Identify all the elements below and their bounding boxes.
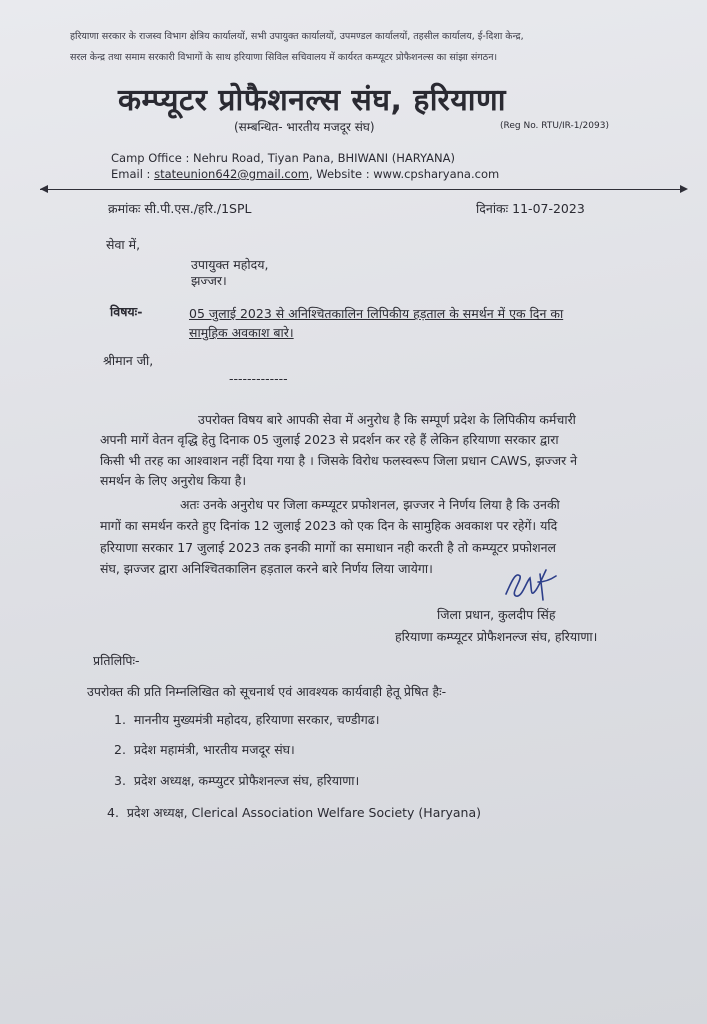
copy-item-number: 4. [107, 805, 119, 820]
recipient-line-2: झज्जर। [191, 273, 227, 288]
body-paragraph-2-line-4: संघ, झज्जर द्वारा अनिश्चितकालिन हड़ताल करने बारे निर्णय लिया जायेगा। [100, 561, 433, 576]
salutation: श्रीमान जी, [103, 353, 154, 368]
recipient-line-1: उपायुक्त महोदय, [191, 257, 269, 272]
body-paragraph-2-line-2: मागों का समर्थन करते हुए दिनांक 12 जुलाई 2023 को एक दिन के सामुहिक अवकाश पर रहेगें। यदि [100, 518, 558, 533]
copy-item-text: प्रदेश अध्यक्ष, कम्प्युटर प्रोफैशनल्ज संघ, हरियाणा। [133, 773, 360, 788]
letterhead-intro-line-1: हरियाणा सरकार के राजस्व विभाग क्षेत्रिय कार्यालयों, सभी उपायुक्त कार्यालयों, उपमण्डल कार्यालयों, तहसील कार्यालय, ई-दिशा केन्द्र, [70, 31, 524, 42]
reference-number: क्रमांकः सी.पी.एस./हरि./1SPL [108, 201, 252, 216]
copy-item-text: प्रदेश अध्यक्ष, Clerical Association Welfare Society (Haryana) [126, 805, 482, 820]
body-paragraph-2-line-1: अतः उनके अनुरोध पर जिला कम्प्यूटर प्रफोशनल, झज्जर ने निर्णय लिया है कि उनकी [180, 497, 560, 512]
copy-item-number: 2. [114, 742, 126, 757]
header-divider [40, 189, 685, 190]
separator-dashes: ------------- [229, 371, 288, 386]
body-paragraph-1-line-1: उपरोक्त विषय बारे आपकी सेवा में अनुरोध है कि सम्पूर्ण प्रदेश के लिपिकीय कर्मचारी [198, 412, 576, 427]
website-text[interactable]: , Website : www.cpsharyana.com [308, 167, 500, 181]
affiliation: (सम्बन्धित- भारतीय मजदूर संघ) [234, 120, 375, 134]
camp-office-address: Camp Office : Nehru Road, Tiyan Pana, BHIWANI (HARYANA) [111, 151, 455, 165]
divider-arrow-right-icon [680, 185, 688, 193]
copy-item-text: माननीय मुख्यमंत्री महोदय, हरियाणा सरकार, चण्डीगढ। [133, 712, 380, 727]
contact-line [111, 167, 499, 181]
letter-date: दिनांकः 11-07-2023 [476, 201, 585, 216]
body-paragraph-1-line-3: किसी भी तरह का आश्वाशन नहीं दिया गया है । जिसके विरोध फलस्वरूप जिला प्रधान CAWS, झज्जर ने [100, 453, 578, 468]
body-paragraph-2-line-3: हरियाणा सरकार 17 जुलाई 2023 तक इनकी मागों का समाधान नही करती है तो कम्प्यूटर प्रफोशनल [100, 540, 556, 555]
signature-mark [500, 560, 560, 608]
copy-item [114, 711, 380, 728]
copy-item [114, 741, 295, 758]
subject-line-2: सामुहिक अवकाश बारे। [189, 325, 294, 340]
signatory-organization: हरियाणा कम्प्यूटर प्रोफैशनल्ज संघ, हरियाणा। [395, 629, 598, 644]
signatory-name: जिला प्रधान, कुलदीप सिंह [437, 607, 556, 622]
copy-item-text: प्रदेश महामंत्री, भारतीय मजदूर संघ। [133, 742, 295, 757]
copy-item-number: 3. [114, 773, 126, 788]
copy-item-number: 1. [114, 712, 126, 727]
copy-intro: उपरोक्त की प्रति निम्नलिखित को सूचनार्थ एवं आवश्यक कार्यवाही हेतू प्रेषित हैः- [87, 684, 447, 699]
email-link[interactable]: stateunion642@gmail.com [154, 167, 309, 181]
subject-line-1: 05 जुलाई 2023 से अनिश्चितकालिन लिपिकीय हड़ताल के समर्थन में एक दिन का [189, 306, 564, 321]
body-paragraph-1-line-2: अपनी मागें वेतन वृद्धि हेतु दिनाक 05 जुलाई 2023 से प्रदर्शन कर रहे हैं लेकिन हरियाणा सरकार द्वारा [100, 432, 559, 447]
copy-label: प्रतिलिपिः- [93, 653, 140, 668]
organization-name: कम्प्यूटर प्रोफैशनल्स संघ, हरियाणा [118, 83, 506, 118]
copy-item [114, 772, 359, 789]
registration-number: (Reg No. RTU/IR-1/2093) [500, 121, 609, 131]
copy-item [107, 804, 481, 821]
body-paragraph-1-line-4: समर्थन के लिए अनुरोध किया है। [100, 473, 247, 488]
divider-arrow-left-icon [40, 185, 48, 193]
email-label: Email : [111, 167, 155, 181]
subject-label: विषयः- [110, 304, 143, 319]
to-line: सेवा में, [106, 237, 141, 252]
letterhead-intro-line-2: सरल केन्द्र तथा समाम सरकारी विभागों के साथ हरियाणा सिविल सचिवालय में कार्यरत कम्प्यूटर प्रोफैशनल्स का सांझा संगठन। [70, 52, 498, 63]
